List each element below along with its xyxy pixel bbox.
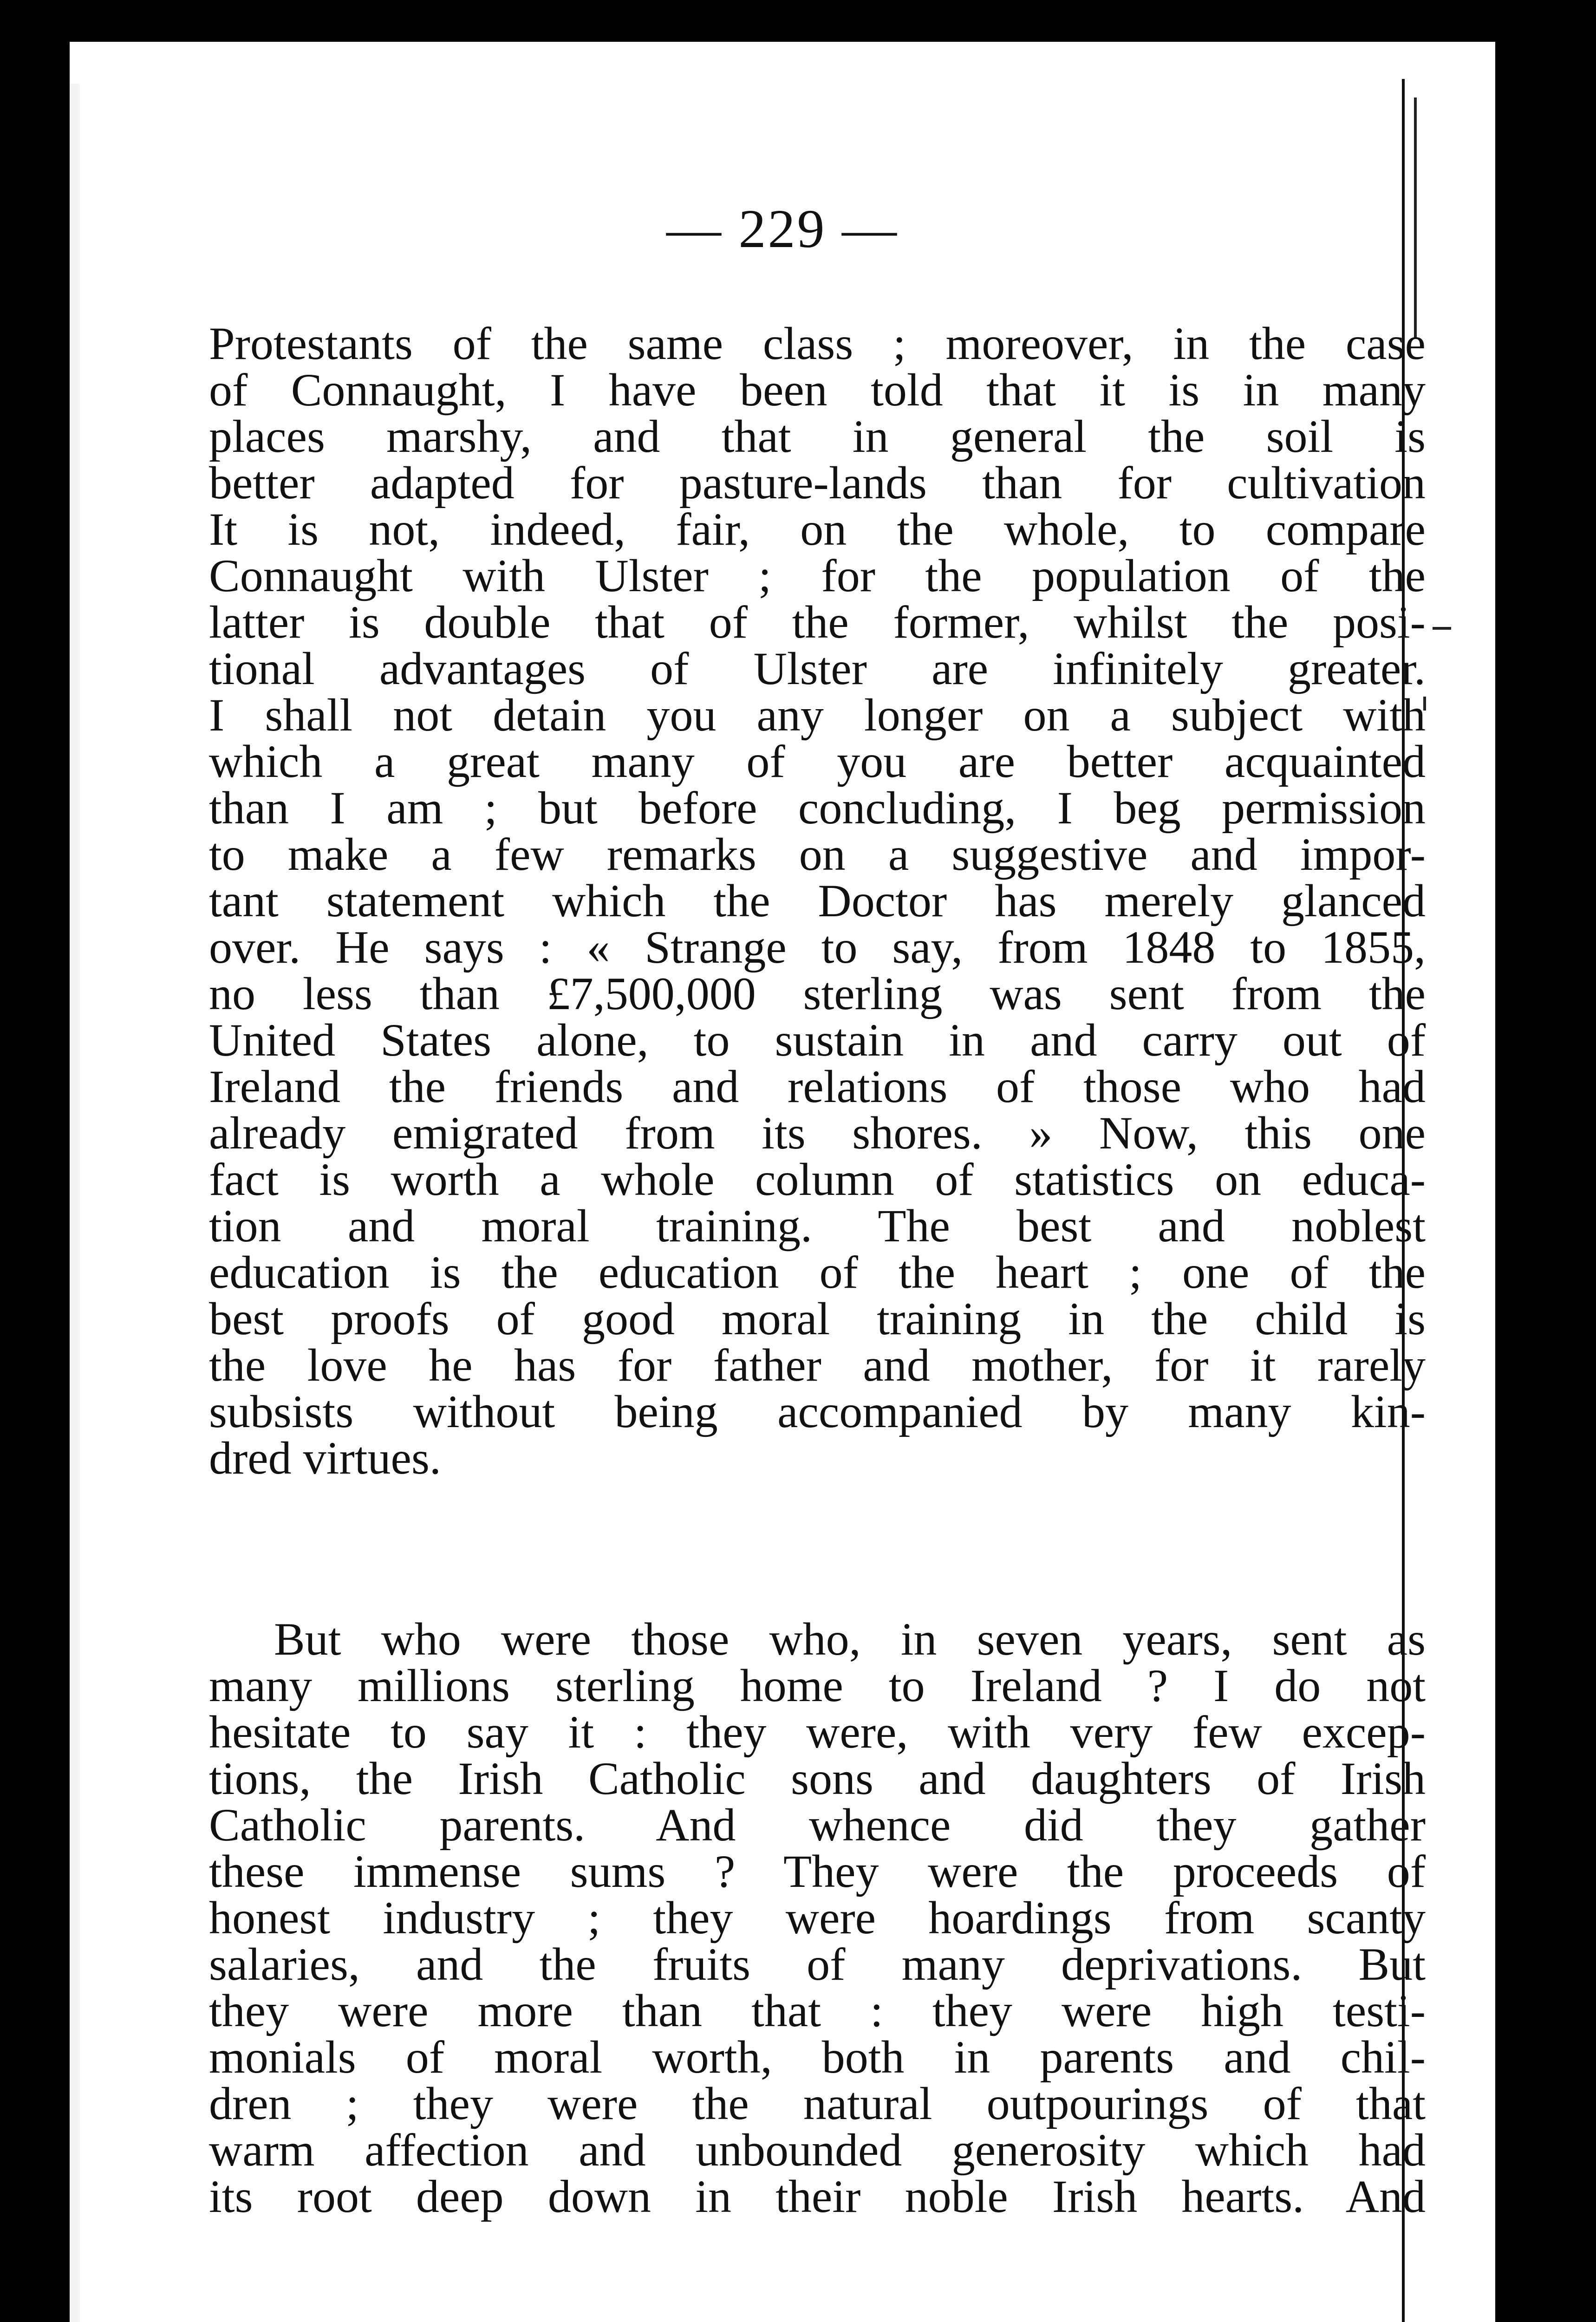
text-line: over. He says : « Strange to say, from 1848 to 1855, [209, 921, 1426, 973]
text-line: Protestants of the same class ; moreover, in the case [209, 318, 1426, 369]
text-line: warm affection and unbounded generosity which had [209, 2124, 1426, 2176]
text-line: But who were those who, in seven years, sent as [274, 1613, 1426, 1665]
text-line: tant statement which the Doctor has merely glanced [209, 875, 1426, 926]
text-line: latter is double that of the former, whilst the posi- [209, 596, 1426, 648]
text-line: of Connaught, I have been told that it is in many [209, 364, 1426, 416]
text-line: best proofs of good moral training in the child is [209, 1293, 1426, 1344]
text-line: honest industry ; they were hoardings from scanty [209, 1892, 1426, 1944]
text-line: to make a few remarks on a suggestive and impor- [209, 828, 1426, 880]
edge-mark [1433, 627, 1451, 630]
text-line: already emigrated from its shores. » Now, this one [209, 1107, 1426, 1159]
text-line: education is the education of the heart ; one of the [209, 1246, 1426, 1298]
text-line: Ireland the friends and relations of those who had [209, 1061, 1426, 1112]
text-line: these immense sums ? They were the proceeds of [209, 1846, 1426, 1897]
text-line: better adapted for pasture-lands than for cultivation [209, 457, 1426, 509]
text-line: It is not, indeed, fair, on the whole, to compare [209, 503, 1426, 555]
text-line: fact is worth a whole column of statistics on educa- [209, 1154, 1426, 1205]
text-line: many millions sterling home to Ireland ? I do not [209, 1660, 1426, 1711]
text-line: subsists without being accompanied by many kin- [209, 1386, 1426, 1437]
text-line: no less than £7,500,000 sterling was sent from the [209, 968, 1426, 1019]
book-page [70, 42, 1495, 2322]
text-line: they were more than that : they were high testi- [209, 1985, 1426, 2036]
text-line: than I am ; but before concluding, I beg permission [209, 782, 1426, 834]
page-left-edge [70, 84, 80, 2322]
text-line: tions, the Irish Catholic sons and daughters of Irish [209, 1753, 1426, 1804]
text-line: dred virtues. [209, 1432, 441, 1484]
text-line: the love he has for father and mother, for it rarely [209, 1339, 1426, 1391]
text-line: places marshy, and that in general the soil is [209, 411, 1426, 462]
text-line: its root deep down in their noble Irish hearts. And [209, 2171, 1426, 2222]
text-line: I shall not detain you any longer on a subject with [209, 689, 1426, 741]
paragraph-1 [209, 318, 1426, 1484]
text-line: Connaught with Ulster ; for the population of the [209, 550, 1426, 601]
text-line: salaries, and the fruits of many deprivations. But [209, 1938, 1426, 1990]
text-line: monials of moral worth, both in parents and chil- [209, 2031, 1426, 2083]
text-line: hesitate to say it : they were, with very few excep- [209, 1706, 1426, 1758]
text-line: dren ; they were the natural outpourings of that [209, 2078, 1426, 2129]
page-number: — 229 — [666, 198, 899, 259]
text-line: which a great many of you are better acquainted [209, 736, 1426, 787]
text-line: United States alone, to sustain in and carry out of [209, 1014, 1426, 1066]
text-line: tion and moral training. The best and noblest [209, 1200, 1426, 1252]
text-line: Catholic parents. And whence did they gather [209, 1799, 1426, 1851]
text-line: tional advantages of Ulster are infinitely greater. [209, 643, 1426, 694]
paragraph-2 [209, 1613, 1426, 2222]
